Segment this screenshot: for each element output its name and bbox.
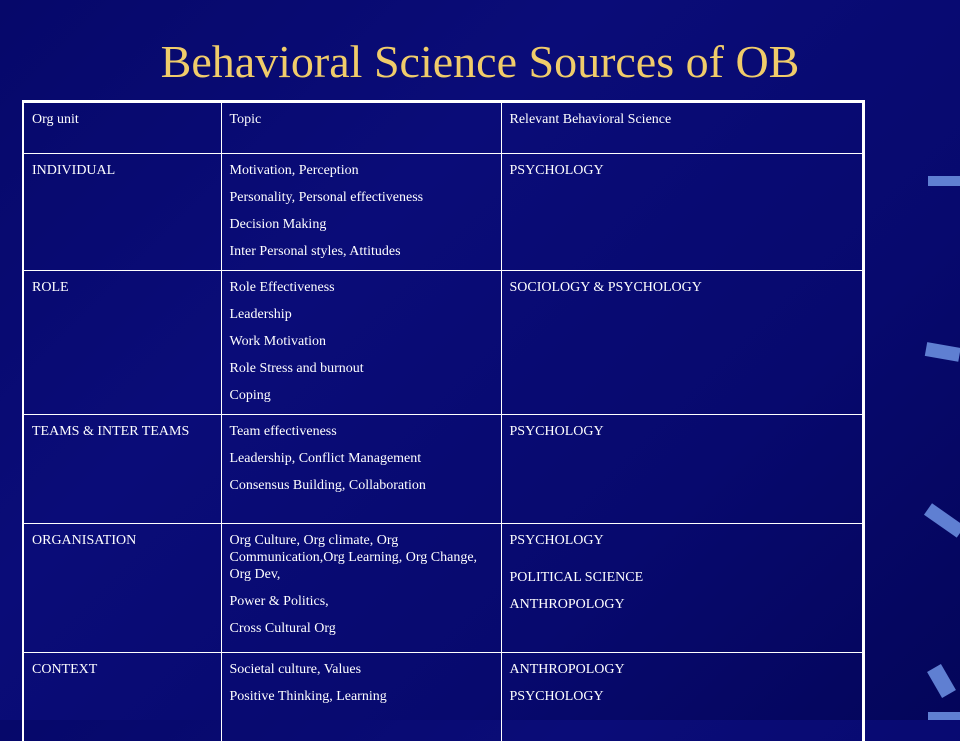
topic-line: Consensus Building, Collaboration — [230, 477, 495, 494]
topic-cell — [221, 653, 501, 741]
table-row — [23, 524, 863, 653]
header-relevant-science: Relevant Behavioral Science — [501, 102, 863, 154]
topic-line: Team effectiveness — [230, 423, 495, 440]
science-line: PSYCHOLOGY — [510, 162, 856, 179]
table-row — [23, 154, 863, 271]
science-cell — [501, 415, 863, 524]
topic-line: Power & Politics, — [230, 593, 495, 610]
topic-line: Societal culture, Values — [230, 661, 495, 678]
topic-line: Coping — [230, 387, 495, 404]
topic-line: Leadership, Conflict Management — [230, 450, 495, 467]
science-line: ANTHROPOLOGY — [510, 596, 856, 613]
science-cell — [501, 154, 863, 271]
science-spacer — [510, 559, 856, 569]
science-cell — [501, 653, 863, 741]
science-line: PSYCHOLOGY — [510, 423, 856, 440]
topic-line: Org Culture, Org climate, Org Communication,Org Learning, Org Change, Org Dev, — [230, 532, 495, 583]
topic-cell — [221, 271, 501, 415]
org-unit-cell: ROLE — [23, 271, 221, 415]
topic-line: Cross Cultural Org — [230, 620, 495, 637]
topic-cell — [221, 154, 501, 271]
org-unit-cell: TEAMS & INTER TEAMS — [23, 415, 221, 524]
topic-line: Decision Making — [230, 216, 495, 233]
science-line: PSYCHOLOGY — [510, 688, 856, 705]
science-line: POLITICAL SCIENCE — [510, 569, 856, 586]
topic-line: Role Effectiveness — [230, 279, 495, 296]
org-unit-cell: INDIVIDUAL — [23, 154, 221, 271]
table-row — [23, 415, 863, 524]
science-cell — [501, 524, 863, 653]
decorative-bar — [928, 176, 960, 186]
decorative-bar — [927, 664, 956, 698]
table-row — [23, 271, 863, 415]
header-topic: Topic — [221, 102, 501, 154]
topic-line: Role Stress and burnout — [230, 360, 495, 377]
topic-line: Personality, Personal effectiveness — [230, 189, 495, 206]
decorative-bar — [924, 503, 960, 537]
topic-cell — [221, 524, 501, 653]
science-line: ANTHROPOLOGY — [510, 661, 856, 678]
decorative-bar — [925, 342, 960, 362]
decorative-bar — [928, 712, 960, 720]
topic-cell — [221, 415, 501, 524]
org-unit-cell: CONTEXT — [23, 653, 221, 741]
science-cell — [501, 271, 863, 415]
topic-line: Positive Thinking, Learning — [230, 688, 495, 705]
header-org-unit: Org unit — [23, 102, 221, 154]
org-unit-cell: ORGANISATION — [23, 524, 221, 653]
ob-sources-table — [22, 100, 865, 741]
science-line: SOCIOLOGY & PSYCHOLOGY — [510, 279, 856, 296]
topic-line: Work Motivation — [230, 333, 495, 350]
science-line: PSYCHOLOGY — [510, 532, 856, 549]
table-row — [23, 653, 863, 741]
table-header-row — [23, 102, 863, 154]
topic-line: Inter Personal styles, Attitudes — [230, 243, 495, 260]
topic-line: Leadership — [230, 306, 495, 323]
topic-line: Motivation, Perception — [230, 162, 495, 179]
slide-title: Behavioral Science Sources of OB — [0, 34, 960, 90]
